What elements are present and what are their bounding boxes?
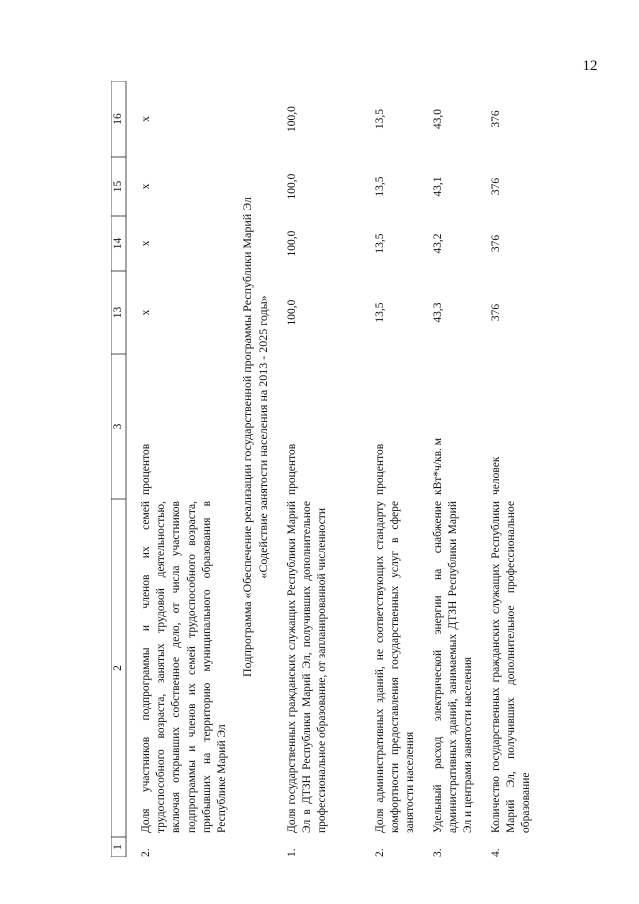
row-value-13: x bbox=[140, 309, 152, 316]
row-value-14: 376 bbox=[490, 234, 502, 253]
row-description: Доля государственных гражданских служащих Республики Марий Эл в ДТЗН Республики Марий Эл, получивших дополнительное профессиональное образование, от запланированной численности bbox=[286, 501, 329, 833]
row-description: Количество государственных гражданских служащих Республики Марий Эл, получивших дополнительное профессиональное образование bbox=[490, 501, 533, 833]
row-value-14: x bbox=[140, 240, 152, 247]
row-value-15: 43,1 bbox=[432, 176, 444, 197]
row-value-15: 100,0 bbox=[286, 173, 298, 200]
header-col-16: 16 bbox=[112, 113, 124, 125]
row-unit: процентов bbox=[286, 443, 298, 495]
subprogram-title bbox=[239, 117, 271, 757]
row-number: 3. bbox=[432, 848, 444, 857]
header-col-15: 15 bbox=[112, 180, 124, 193]
row-value-13: 100,0 bbox=[286, 299, 298, 326]
row-value-16: 376 bbox=[490, 110, 502, 128]
row-value-16: 100,0 bbox=[286, 106, 298, 132]
row-unit: кВт*ч/кв. м bbox=[432, 437, 444, 495]
subprogram-title-line-2: «Содействие занятости населения на 2013 - 2025 годы» bbox=[256, 295, 271, 579]
row-value-15: x bbox=[140, 183, 152, 190]
row-value-15: 13,5 bbox=[374, 176, 386, 197]
page-number: 12 bbox=[582, 58, 598, 74]
row-value-14: 100,0 bbox=[286, 230, 298, 257]
row-value-15: 376 bbox=[490, 177, 502, 196]
subprogram-title-line-1: Подпрограмма «Обеспечение реализации государственной программы Республики Марий Эл bbox=[240, 197, 254, 677]
row-number: 2. bbox=[140, 848, 152, 857]
header-col-1: 1 bbox=[112, 844, 124, 850]
rotated-table bbox=[111, 81, 609, 857]
row-description: Доля участников подпрограммы и членов их семей трудоспособного возраста, занятых трудовой деятельностью, включая открывших собственное дело, от числа участников подпрограммы и членов их семей трудоспособного возраста, прибывших на территорию муниципального образования в Республике Марий Эл bbox=[140, 501, 228, 833]
row-value-16: 13,5 bbox=[374, 108, 386, 130]
row-description: Удельный расход электрической энергии на снабжение административных зданий, занимаемых ДТЗН Республики Марий Эл и центрами занятости населения bbox=[432, 501, 475, 833]
row-value-16: 43,0 bbox=[432, 108, 444, 130]
header-col-13: 13 bbox=[112, 306, 124, 319]
row-value-13: 376 bbox=[490, 303, 502, 322]
row-value-13: 13,5 bbox=[374, 302, 386, 323]
row-number: 4. bbox=[490, 848, 502, 857]
header-col-3: 3 bbox=[112, 423, 124, 430]
row-unit: человек bbox=[490, 456, 502, 495]
row-number: 1. bbox=[286, 848, 298, 857]
row-number: 2. bbox=[374, 848, 386, 857]
row-value-16: x bbox=[140, 116, 152, 122]
header-col-14: 14 bbox=[112, 237, 124, 250]
row-description: Доля административных зданий, не соответствующих стандарту комфортности предоставления государственных услуг в сфере занятости населения bbox=[374, 501, 417, 833]
row-unit: процентов bbox=[140, 443, 152, 495]
header-col-2: 2 bbox=[112, 665, 124, 671]
row-value-13: 43,3 bbox=[432, 302, 444, 323]
row-unit: процентов bbox=[374, 443, 386, 495]
row-value-14: 13,5 bbox=[374, 233, 386, 254]
row-value-14: 43,2 bbox=[432, 233, 444, 254]
